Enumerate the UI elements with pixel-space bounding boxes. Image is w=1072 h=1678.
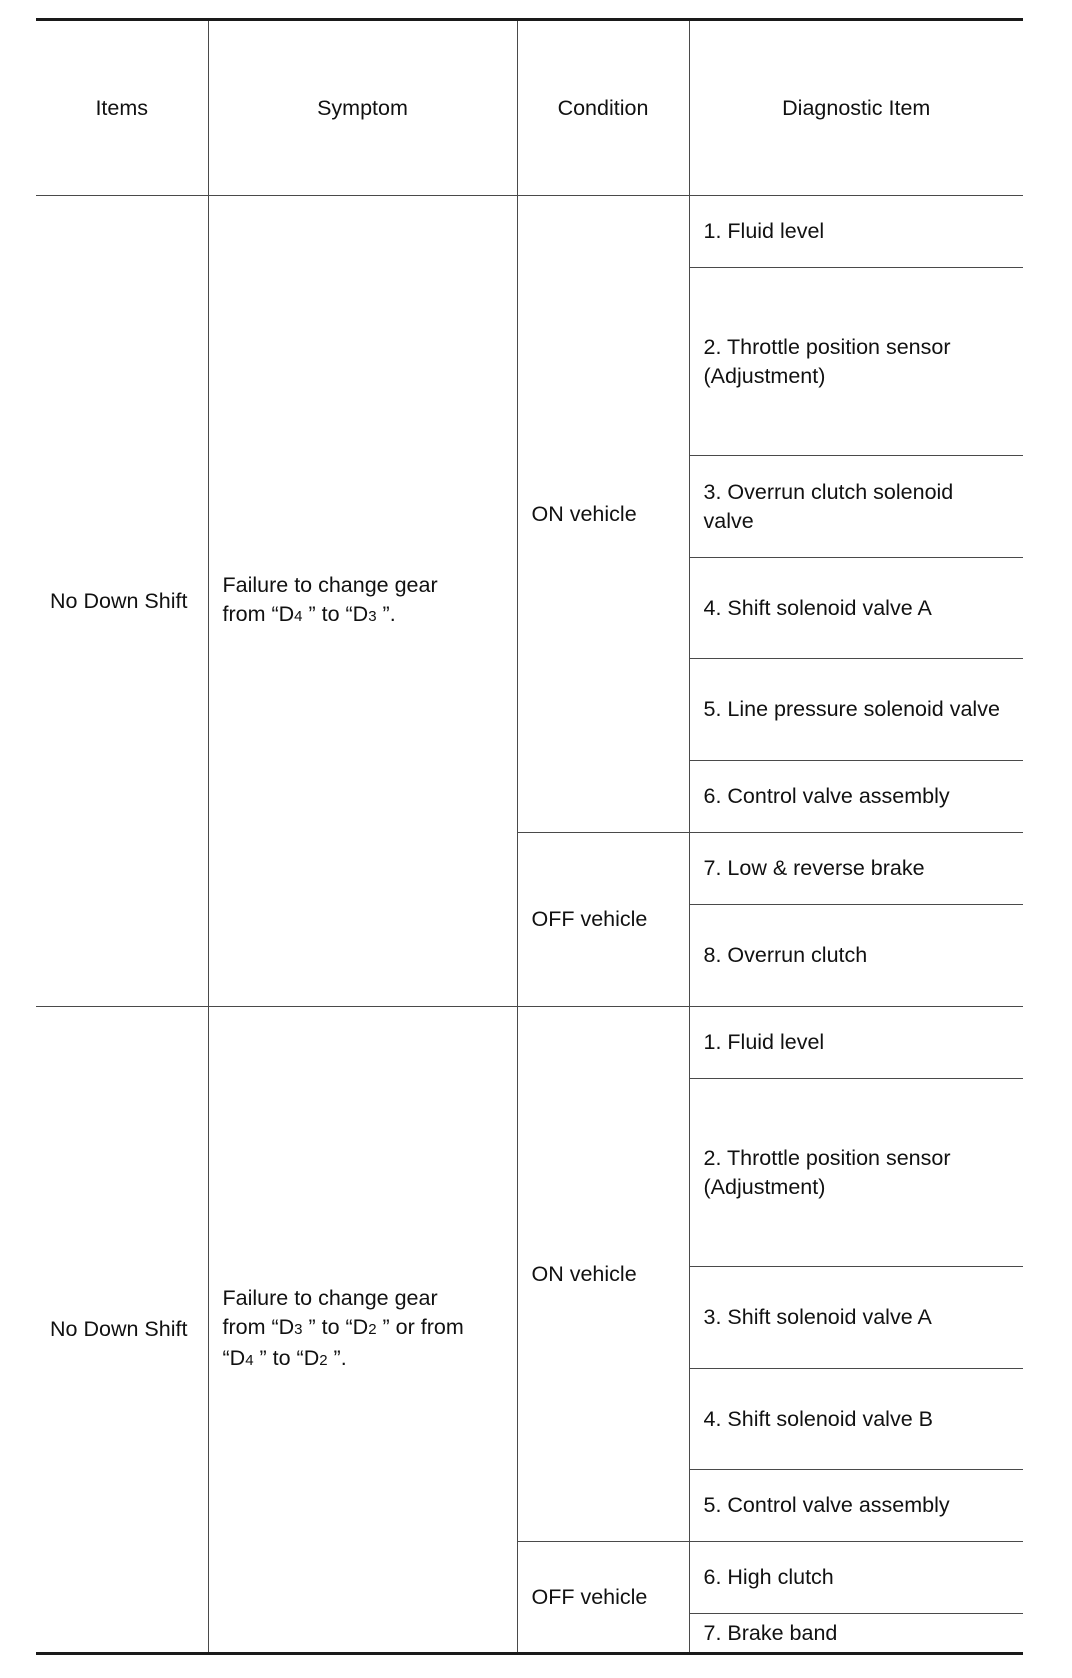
diagnostic-item: 5. Control valve assembly xyxy=(689,1470,1023,1542)
diagnostic-item: 2. Throttle position sensor (Adjustment) xyxy=(689,1079,1023,1267)
item-cell xyxy=(36,196,208,1007)
header-row xyxy=(36,20,1023,196)
diagnostic-item: 6. High clutch xyxy=(689,1542,1023,1614)
diagnostic-item: 1. Fluid level xyxy=(689,1007,1023,1079)
symptom-line: Failure to change gear xyxy=(222,1286,438,1310)
condition-cell: ON vehicle xyxy=(517,1007,689,1542)
condition-cell: OFF vehicle xyxy=(517,833,689,1007)
item-label: No Down Shift xyxy=(50,588,188,613)
diagnostic-item: 5. Line pressure solenoid valve xyxy=(689,659,1023,761)
symptom-line: Failure to change gear xyxy=(222,573,438,597)
item-label: No Down Shift xyxy=(50,1317,188,1341)
diagnostic-item: 7. Brake band xyxy=(689,1614,1023,1654)
diagnostic-item: 7. Low & reverse brake xyxy=(689,833,1023,905)
diagnostic-item: 2. Throttle position sensor (Adjustment) xyxy=(689,268,1023,456)
diagnostic-item: 3. Shift solenoid valve A xyxy=(689,1267,1023,1369)
symptom-cell xyxy=(208,1007,517,1654)
diagnostic-item: 4. Shift solenoid valve B xyxy=(689,1369,1023,1470)
symptom-cell xyxy=(208,196,517,1007)
symptom-line: from “D3 ” to “D2 ” or from xyxy=(222,1315,464,1339)
diagnostic-item: 1. Fluid level xyxy=(689,196,1023,268)
diagnostic-item: 8. Overrun clutch xyxy=(689,905,1023,1007)
header-items: Items xyxy=(36,20,208,196)
table-row xyxy=(36,196,1023,268)
condition-cell: OFF vehicle xyxy=(517,1542,689,1654)
symptom-line: “D4 ” to “D2 ”. xyxy=(222,1346,347,1370)
header-condition: Condition xyxy=(517,20,689,196)
header-diagnostic-item: Diagnostic Item xyxy=(689,20,1023,196)
diagnostic-item: 4. Shift solenoid valve A xyxy=(689,558,1023,659)
diagnostic-table xyxy=(36,18,1023,1655)
item-cell xyxy=(36,1007,208,1654)
table-row xyxy=(36,1007,1023,1079)
header-symptom: Symptom xyxy=(208,20,517,196)
diagnostic-item: 6. Control valve assembly xyxy=(689,761,1023,833)
symptom-line: from “D4 ” to “D3 ”. xyxy=(222,602,396,626)
condition-cell: ON vehicle xyxy=(517,196,689,833)
diagnostic-item: 3. Overrun clutch solenoid valve xyxy=(689,456,1023,558)
